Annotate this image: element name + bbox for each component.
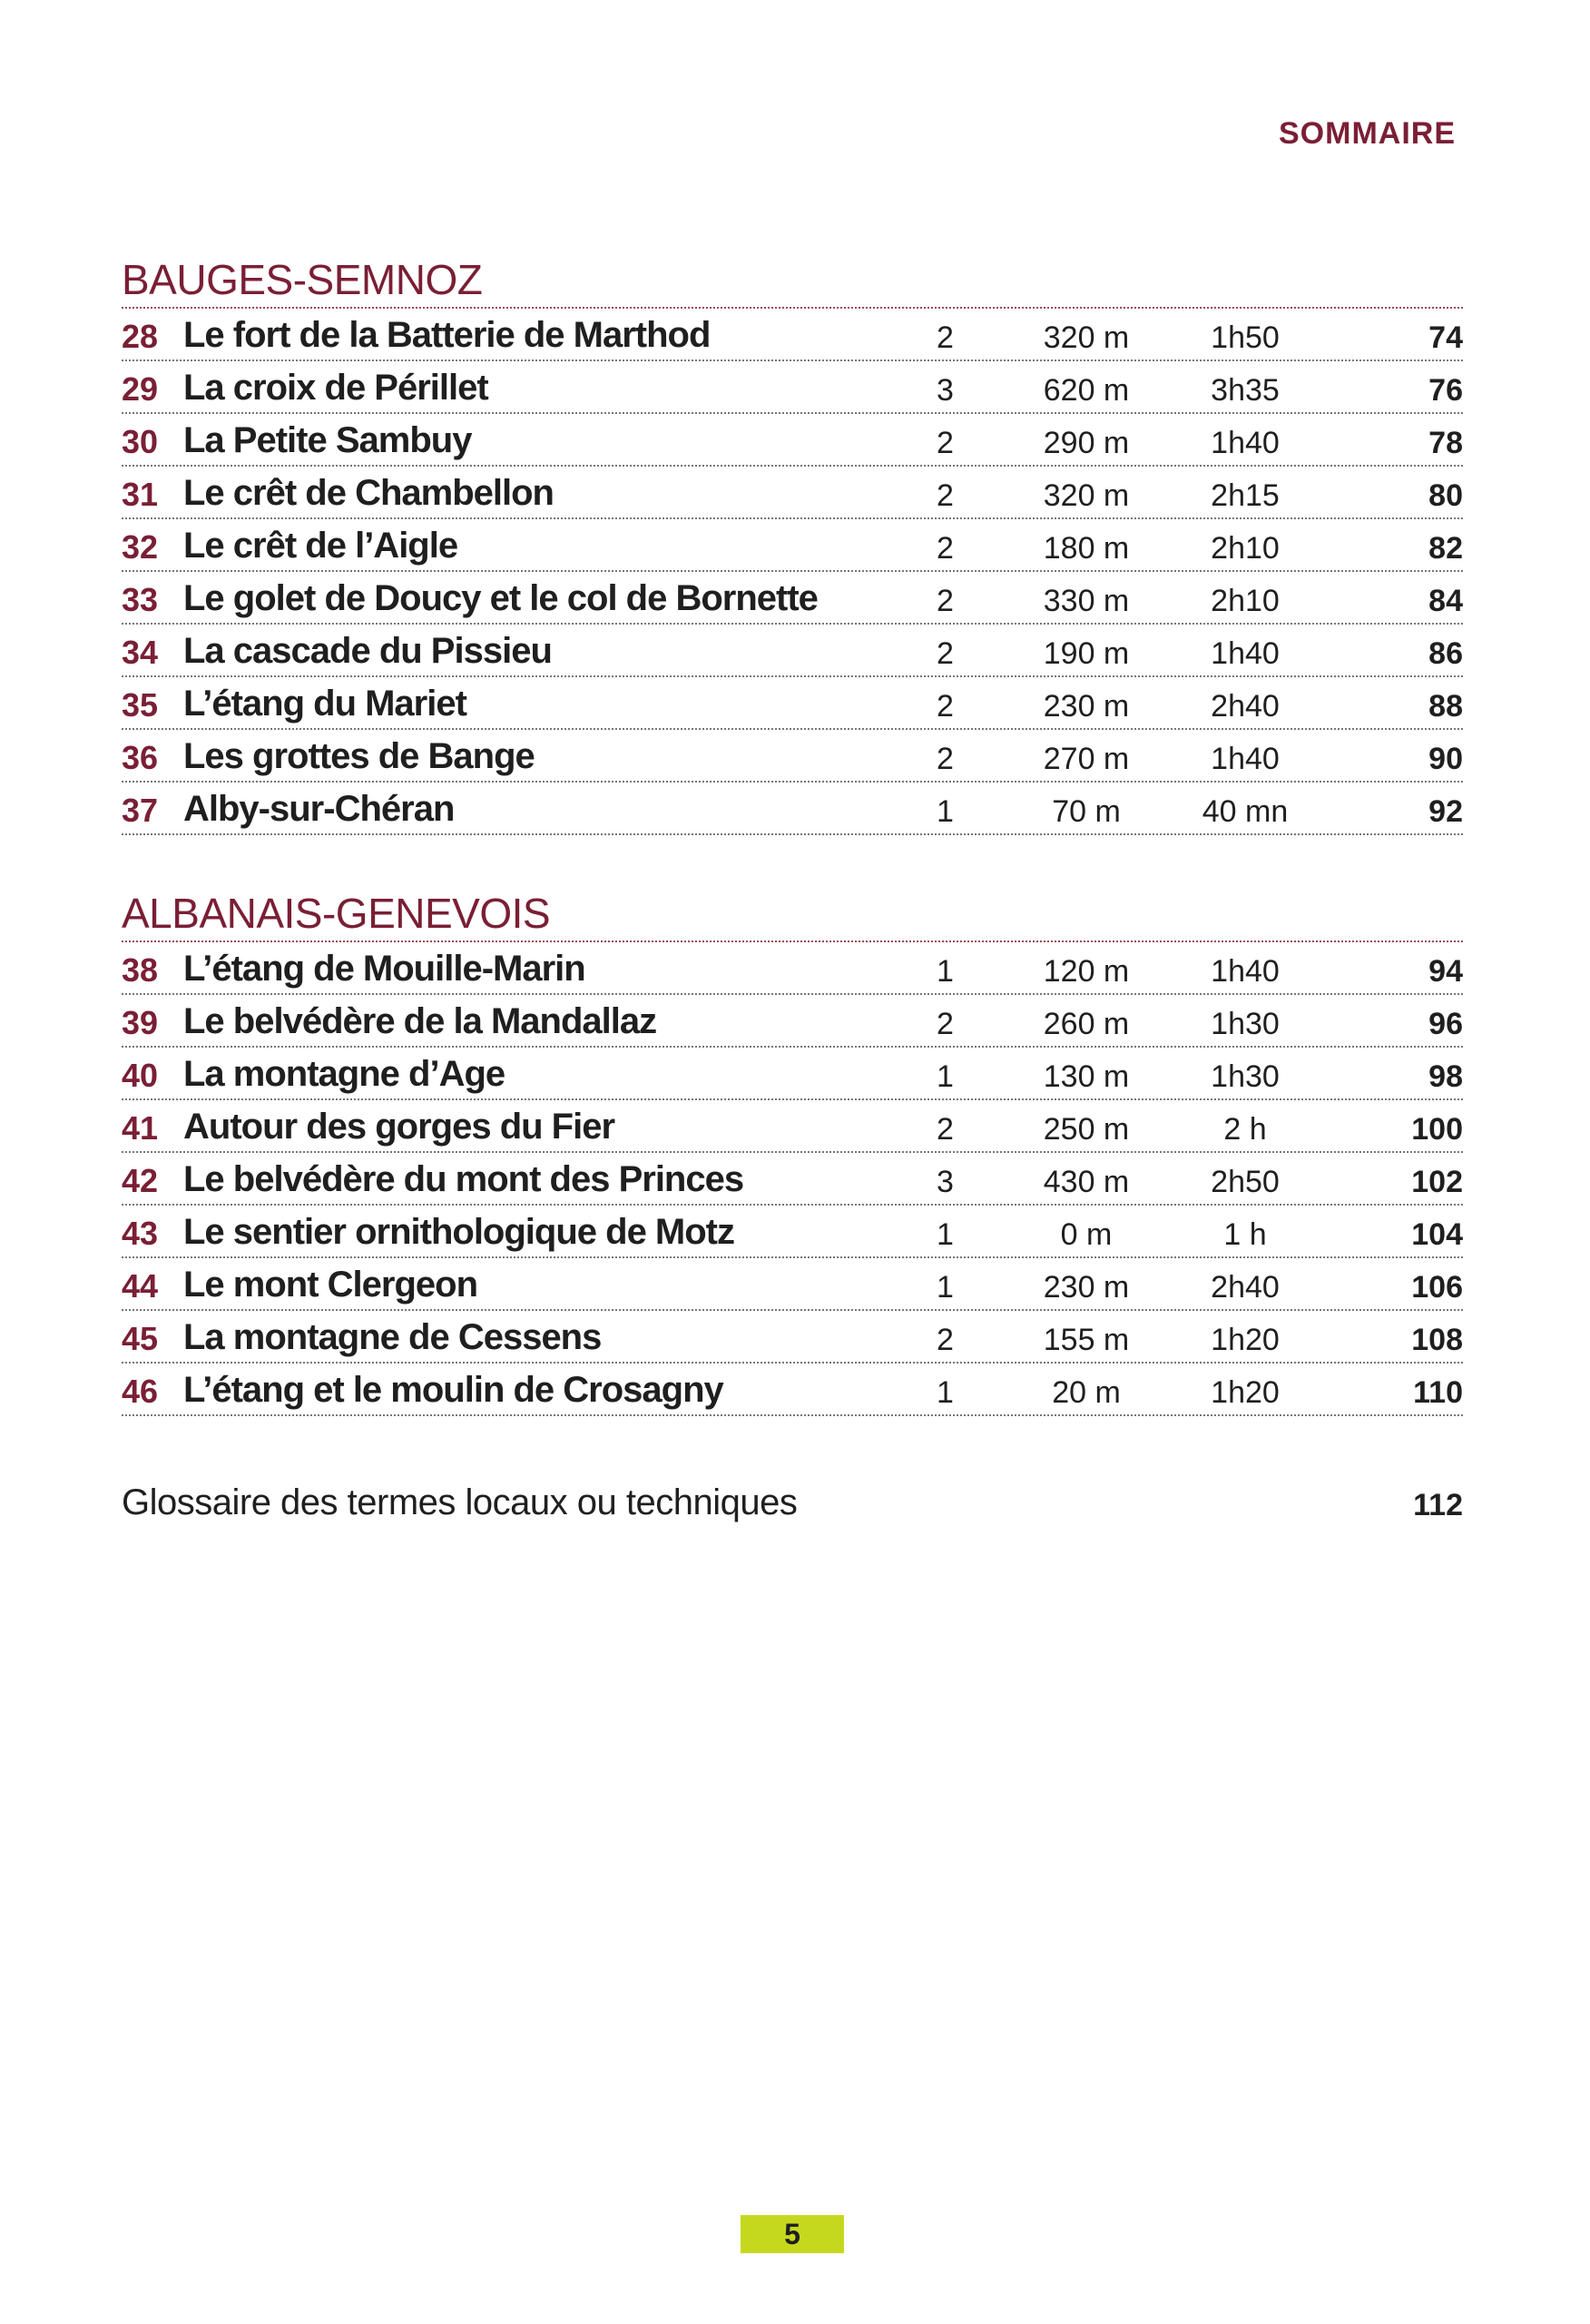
route-duration: 1h20: [1211, 1323, 1280, 1357]
route-difficulty: 2: [937, 584, 954, 618]
route-number: 36: [122, 739, 159, 776]
route-number: 29: [122, 370, 159, 408]
route-name: L’étang du Mariet: [183, 684, 466, 724]
route-elevation: 320 m: [1043, 320, 1130, 355]
route-name: Le mont Clergeon: [183, 1265, 478, 1305]
route-name: Les grottes de Bange: [183, 736, 535, 776]
route-difficulty: 2: [937, 320, 954, 355]
route-difficulty: 1: [937, 794, 954, 829]
route-name: Le sentier ornithologique de Motz: [183, 1212, 734, 1252]
route-page: 80: [1428, 478, 1463, 513]
toc-row[interactable]: [122, 1311, 1463, 1364]
route-duration: 1h50: [1211, 320, 1280, 355]
route-elevation: 70 m: [1052, 794, 1121, 829]
toc-row[interactable]: [122, 995, 1463, 1048]
route-number: 46: [122, 1373, 159, 1410]
route-difficulty: 2: [937, 636, 954, 671]
route-name: Le crêt de l’Aigle: [183, 526, 458, 566]
route-difficulty: 2: [937, 478, 954, 513]
route-number: 31: [122, 476, 159, 513]
route-elevation: 130 m: [1043, 1059, 1130, 1094]
toc-row[interactable]: [122, 783, 1463, 835]
route-difficulty: 2: [937, 1112, 954, 1147]
route-duration: 1h30: [1211, 1059, 1280, 1094]
route-number: 40: [122, 1057, 159, 1094]
route-page: 100: [1411, 1112, 1463, 1147]
route-name: La cascade du Pissieu: [183, 631, 552, 671]
route-duration: 2h40: [1211, 1270, 1280, 1305]
toc-row[interactable]: [122, 625, 1463, 677]
route-elevation: 270 m: [1043, 742, 1130, 776]
header-title: SOMMAIRE: [1279, 116, 1456, 151]
route-name: Alby-sur-Chéran: [183, 789, 455, 829]
route-name: Le golet de Doucy et le col de Bornette: [183, 578, 818, 618]
route-difficulty: 1: [937, 954, 954, 989]
route-duration: 1h40: [1211, 636, 1280, 671]
route-number: 44: [122, 1267, 159, 1305]
route-elevation: 190 m: [1043, 636, 1130, 671]
route-number: 28: [122, 318, 159, 355]
route-number: 45: [122, 1320, 159, 1357]
route-number: 41: [122, 1109, 159, 1147]
route-duration: 2h50: [1211, 1165, 1280, 1199]
route-difficulty: 2: [937, 426, 954, 460]
route-page: 110: [1413, 1375, 1463, 1410]
route-elevation: 0 m: [1060, 1217, 1113, 1252]
route-page: 86: [1428, 636, 1463, 671]
route-page: 76: [1428, 373, 1463, 408]
toc-row[interactable]: [122, 361, 1463, 414]
route-duration: 2 h: [1223, 1112, 1267, 1147]
route-number: 42: [122, 1162, 159, 1199]
route-name: La montagne d’Age: [183, 1054, 505, 1094]
route-difficulty: 1: [937, 1270, 954, 1305]
route-elevation: 250 m: [1043, 1112, 1130, 1147]
route-duration: 2h10: [1211, 531, 1280, 566]
toc-row[interactable]: [122, 1153, 1463, 1206]
route-elevation: 155 m: [1043, 1323, 1130, 1357]
sections-container: [122, 254, 1463, 1416]
route-name: La montagne de Cessens: [183, 1317, 602, 1357]
route-page: 84: [1428, 584, 1463, 618]
route-page: 82: [1428, 531, 1463, 566]
section-title: BAUGES-SEMNOZ: [122, 254, 1463, 309]
route-duration: 1 h: [1223, 1217, 1267, 1252]
toc-row[interactable]: [122, 1364, 1463, 1416]
route-number: 32: [122, 528, 159, 566]
route-page: 102: [1411, 1165, 1463, 1199]
route-duration: 1h20: [1211, 1375, 1280, 1410]
route-elevation: 260 m: [1043, 1007, 1130, 1041]
route-name: L’étang de Mouille-Marin: [183, 949, 585, 989]
glossary-label: Glossaire des termes locaux ou techniques: [122, 1482, 798, 1522]
route-number: 37: [122, 792, 159, 829]
route-elevation: 230 m: [1043, 1270, 1130, 1305]
route-difficulty: 3: [937, 373, 954, 408]
route-page: 78: [1428, 426, 1463, 460]
route-elevation: 330 m: [1043, 584, 1130, 618]
route-duration: 2h10: [1211, 584, 1280, 618]
route-number: 38: [122, 951, 159, 989]
route-duration: 1h40: [1211, 426, 1280, 460]
route-page: 90: [1428, 742, 1463, 776]
route-duration: 1h40: [1211, 954, 1280, 989]
glossary-page: 112: [1413, 1488, 1463, 1522]
route-name: Le crêt de Chambellon: [183, 473, 554, 513]
route-difficulty: 1: [937, 1059, 954, 1094]
route-difficulty: 1: [937, 1217, 954, 1252]
route-name: Le fort de la Batterie de Marthod: [183, 315, 711, 355]
route-name: Le belvédère du mont des Princes: [183, 1159, 744, 1199]
route-duration: 1h40: [1211, 742, 1280, 776]
route-page: 106: [1411, 1270, 1463, 1305]
toc-row[interactable]: [122, 309, 1463, 361]
toc-row[interactable]: [122, 519, 1463, 572]
toc-row[interactable]: [122, 414, 1463, 467]
route-number: 39: [122, 1004, 159, 1041]
toc-row[interactable]: [122, 1048, 1463, 1100]
route-number: 35: [122, 686, 159, 724]
toc-row[interactable]: [122, 1206, 1463, 1258]
toc-row[interactable]: [122, 1100, 1463, 1153]
toc-row[interactable]: [122, 572, 1463, 625]
route-difficulty: 2: [937, 742, 954, 776]
route-number: 34: [122, 634, 159, 671]
route-elevation: 320 m: [1043, 478, 1130, 513]
route-page: 108: [1411, 1323, 1463, 1357]
section-title: ALBANAIS-GENEVOIS: [122, 888, 1463, 942]
toc-row[interactable]: [122, 942, 1463, 995]
toc-row[interactable]: [122, 1258, 1463, 1311]
route-duration: 1h30: [1211, 1007, 1280, 1041]
route-name: La Petite Sambuy: [183, 420, 472, 460]
route-name: La croix de Périllet: [183, 368, 488, 408]
route-page: 98: [1428, 1059, 1463, 1094]
route-page: 92: [1428, 794, 1463, 829]
route-difficulty: 2: [937, 1323, 954, 1357]
route-difficulty: 3: [937, 1165, 954, 1199]
route-duration: 2h40: [1211, 689, 1280, 724]
route-name: Autour des gorges du Fier: [183, 1107, 615, 1147]
route-difficulty: 1: [937, 1375, 954, 1410]
route-difficulty: 2: [937, 1007, 954, 1041]
route-duration: 3h35: [1211, 373, 1280, 408]
route-difficulty: 2: [937, 531, 954, 566]
route-page: 104: [1411, 1217, 1463, 1252]
route-elevation: 120 m: [1043, 954, 1130, 989]
route-name: Le belvédère de la Mandallaz: [183, 1001, 657, 1041]
section: [122, 888, 1463, 1416]
route-elevation: 230 m: [1043, 689, 1130, 724]
route-page: 74: [1428, 320, 1463, 355]
route-page: 88: [1428, 689, 1463, 724]
route-difficulty: 2: [937, 689, 954, 724]
route-page: 96: [1428, 1007, 1463, 1041]
route-duration: 40 mn: [1202, 794, 1289, 829]
route-name: L’étang et le moulin de Crosagny: [183, 1370, 723, 1410]
route-page: 94: [1428, 954, 1463, 989]
route-number: 30: [122, 423, 159, 460]
route-elevation: 20 m: [1052, 1375, 1121, 1410]
glossary-entry[interactable]: [122, 1469, 1463, 1523]
route-number: 33: [122, 581, 159, 618]
page-number-badge: 5: [741, 2215, 844, 2253]
section: [122, 254, 1463, 835]
toc-row[interactable]: [122, 730, 1463, 783]
table-of-contents: [122, 254, 1463, 1523]
toc-row[interactable]: [122, 467, 1463, 519]
toc-row[interactable]: [122, 677, 1463, 730]
route-elevation: 430 m: [1043, 1165, 1130, 1199]
route-elevation: 180 m: [1043, 531, 1130, 566]
route-duration: 2h15: [1211, 478, 1280, 513]
route-elevation: 620 m: [1043, 373, 1130, 408]
route-elevation: 290 m: [1043, 426, 1130, 460]
route-number: 43: [122, 1215, 159, 1252]
